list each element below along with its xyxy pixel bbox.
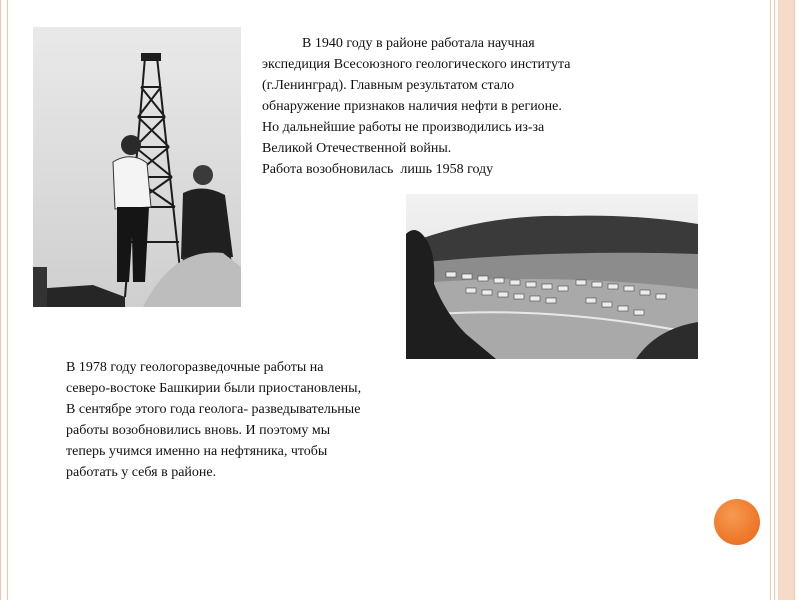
top-paragraph-line-2: экспедиция Всесоюзного геологического института [262, 57, 571, 72]
bottom-paragraph-line-6: работать у себя в районе. [66, 465, 217, 480]
top-paragraph-line-3: (г.Ленинград). Главным результатом стало [262, 78, 515, 93]
village-photo [406, 194, 698, 359]
bottom-paragraph-line-2: северо-востоке Башкирии были приостановлены, [66, 381, 362, 396]
left-border-decoration [0, 0, 8, 600]
top-paragraph-line-7: Работа возобновилась лишь 1958 году [262, 162, 494, 177]
bottom-paragraph-line-3: В сентябре этого года геолога- разведывательные [66, 402, 361, 417]
right-border-decoration [766, 0, 800, 600]
top-paragraph-line-4: обнаружение признаков наличия нефти в регионе. [262, 99, 562, 114]
top-paragraph-line-6: Великой Отечественной войны. [262, 141, 452, 156]
bottom-paragraph-line-5: теперь учимся именно на нефтяника, чтобы [66, 444, 328, 459]
top-paragraph [262, 33, 662, 180]
bottom-paragraph-line-1: В 1978 году геологоразведочные работы на [66, 360, 324, 375]
orange-circle-decoration [714, 499, 760, 545]
bottom-paragraph [66, 357, 456, 483]
top-paragraph-line-5: Но дальнейшие работы не производились из-за [262, 120, 545, 135]
bottom-paragraph-line-4: работы возобновились вновь. И поэтому мы [66, 423, 331, 438]
derrick-photo [33, 27, 241, 307]
top-paragraph-line-1: В 1940 году в районе работала научная [302, 36, 535, 51]
